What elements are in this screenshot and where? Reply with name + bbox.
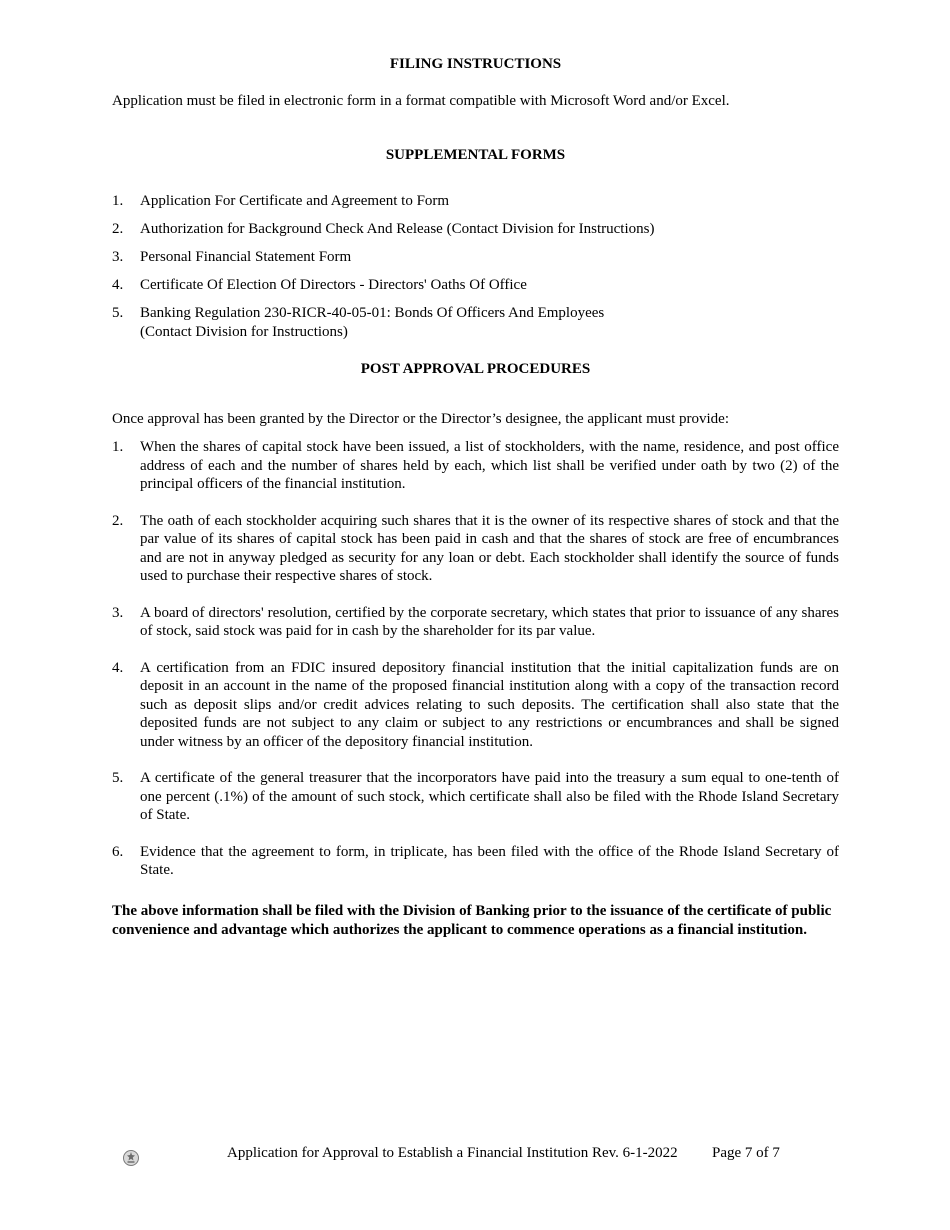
list-item — [112, 248, 839, 267]
list-text: Authorization for Background Check And Release (Contact Division for Instructions) — [140, 221, 655, 237]
list-number: 4. — [112, 659, 124, 676]
post-approval-heading: POST APPROVAL PROCEDURES — [360, 361, 591, 377]
list-item — [112, 604, 839, 641]
list-number: 5. — [112, 305, 124, 321]
list-number: 2. — [112, 512, 124, 529]
footer-page-number: Page 7 of 7 — [712, 1145, 780, 1161]
list-number: 1. — [112, 193, 124, 209]
post-approval-list — [112, 438, 839, 898]
list-number: 5. — [112, 770, 124, 786]
list-item — [112, 276, 839, 295]
list-text-continuation: (Contact Division for Instructions) — [140, 323, 348, 340]
list-item — [112, 769, 839, 825]
list-text: A certification from an FDIC insured depository financial institution that the initial capitalization funds are on deposit in an account in the name of the proposed financial institution along with a copy of the transaction record such as deposit slips and/or credit advices relating to such deposits. The certification shall also state that the deposited funds are not subject to any claim or subject to any restrictions or encumbrances and shall be signed under witness by an officer of the depository financial institution. — [140, 659, 839, 750]
list-number: 2. — [112, 221, 124, 237]
list-item — [112, 220, 839, 239]
list-item — [112, 843, 839, 880]
supplemental-forms-list — [112, 192, 839, 351]
list-item — [112, 659, 839, 752]
list-number: 4. — [112, 277, 124, 293]
list-item — [112, 512, 839, 586]
footer-document-title: Application for Approval to Establish a Financial Institution Rev. 6-1-2022 — [227, 1145, 678, 1161]
list-number: 3. — [112, 604, 124, 621]
filing-instructions-heading: FILING INSTRUCTIONS — [389, 56, 562, 72]
list-text: A certificate of the general treasurer that the incorporators have paid into the treasury a sum equal to one-tenth of one percent (.1%) of the amount of such stock, which certificate shall also be filed with the Rhode Island Secretary of State. — [140, 770, 839, 823]
list-number: 6. — [112, 843, 124, 860]
list-text: Banking Regulation 230-RICR-40-05-01: Bonds Of Officers And Employees — [140, 305, 605, 321]
list-number: 3. — [112, 249, 124, 265]
list-item — [112, 192, 839, 211]
list-item — [112, 438, 839, 494]
list-text: When the shares of capital stock have been issued, a list of stockholders, with the name, residence, and post office address of each and the number of shares held by each, which list shall be verified under oath by two (2) of the principal officers of the financial institution. — [140, 439, 839, 492]
list-text: A board of directors' resolution, certified by the corporate secretary, which states that prior to issuance of any shares of stock, said stock was paid for in cash by the shareholder for its par value. — [140, 604, 839, 639]
list-text: Certificate Of Election Of Directors - Directors' Oaths Of Office — [140, 277, 527, 293]
list-text: Application For Certificate and Agreement to Form — [140, 193, 450, 209]
filing-instructions-text: Application must be filed in electronic form in a format compatible with Microsoft Word and/or Excel. — [112, 93, 730, 109]
list-number: 1. — [112, 439, 124, 455]
state-seal-icon — [122, 1149, 140, 1167]
closing-statement: The above information shall be filed with the Division of Banking prior to the issuance of the certificate of public convenience and advantage which authorizes the applicant to commence operations as a financial institution. — [112, 903, 832, 938]
list-item — [112, 304, 839, 341]
post-approval-intro: Once approval has been granted by the Director or the Director’s designee, the applicant must provide: — [112, 411, 730, 427]
list-text: Evidence that the agreement to form, in triplicate, has been filed with the office of the Rhode Island Secretary of State. — [140, 843, 839, 878]
supplemental-forms-heading: SUPPLEMENTAL FORMS — [385, 147, 566, 163]
list-text: Personal Financial Statement Form — [140, 249, 352, 265]
list-text: The oath of each stockholder acquiring such shares that it is the owner of its respective shares of stock and that the par value of its shares of capital stock has been paid in cash and that the shares of stock are free of encumbrances and are not in anyway pledged as security for any loan or debt. Each stockholder shall identify the source of funds used to purchase their respective shares of stock. — [140, 512, 839, 584]
